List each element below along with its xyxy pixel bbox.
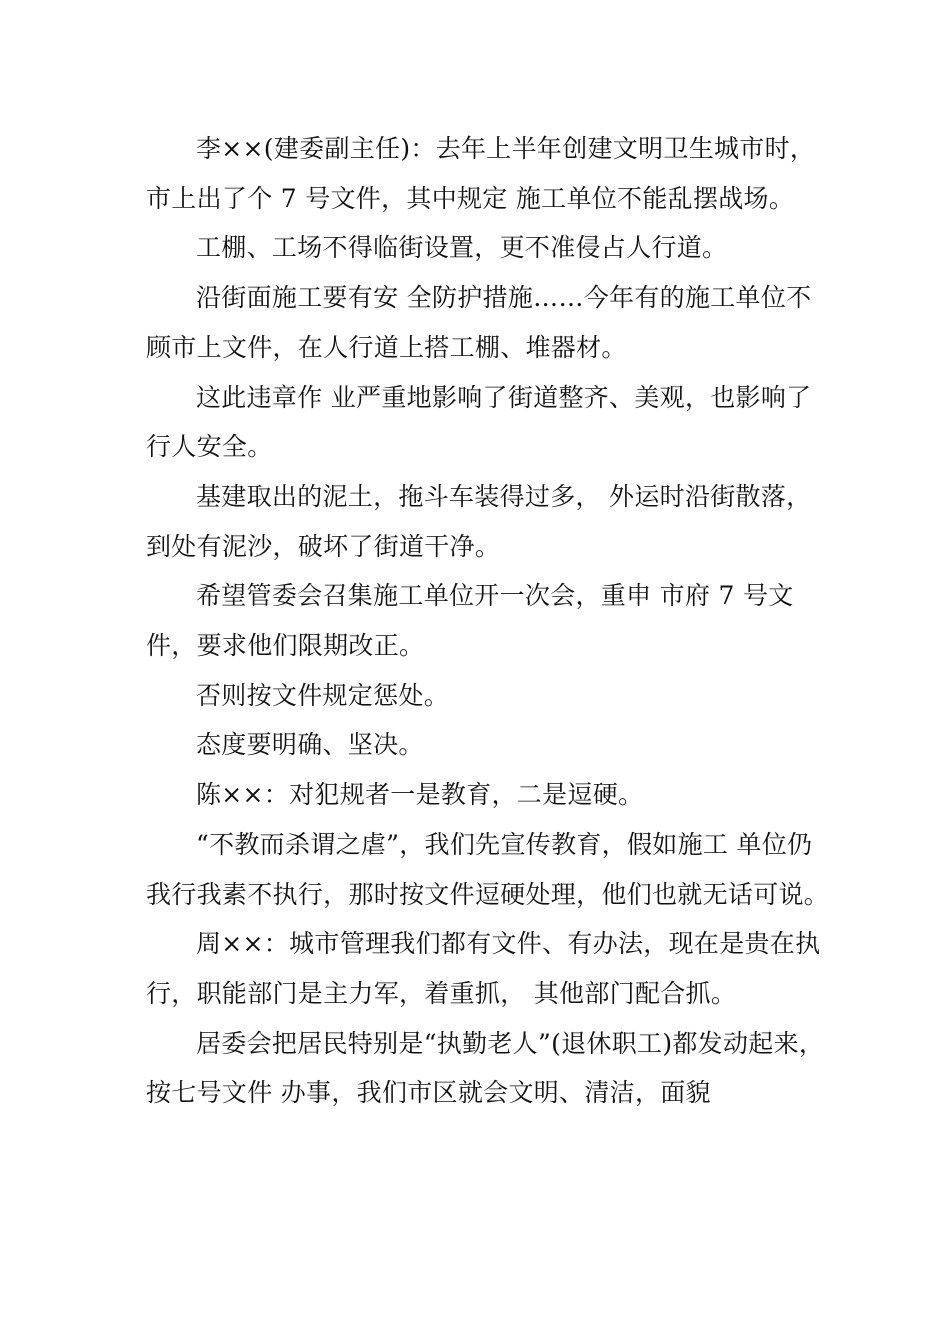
paragraph: 陈××：对犯规者一是教育，二是逗硬。 <box>196 780 644 810</box>
paragraph: 居委会把居民特别是“执勤老人”(退休职工)都发动起来，按七号文件 办事，我们市区就会文明、清洁，面貌 <box>146 1028 825 1108</box>
paragraph: 希望管委会召集施工单位开一次会，重申 市府 7 号文件，要求他们限期改正。 <box>146 581 794 661</box>
paragraph: 周××：城市管理我们都有文件、有办法，现在是贵在执行，职能部门是主力军，着重抓， 其他部门配合抓。 <box>146 929 821 1008</box>
paragraph: 否则按文件规定惩处。 <box>196 680 450 710</box>
paragraph: 基建取出的泥土，拖斗车装得过多， 外运时沿街散落，到处有泥沙，破坏了街道干净。 <box>146 481 812 561</box>
paragraph: 态度要明确、坚决。 <box>196 730 424 760</box>
paragraph: 沿街面施工要有安 全防护措施……今年有的施工单位不顾市上文件，在人行道上搭工棚、堆器材。 <box>146 283 812 362</box>
paragraph: 李××(建委副主任)：去年上半年创建文明卫生城市时，市上出了个 7 号文件，其中规定 施工单位不能乱摆战场。 <box>146 134 816 213</box>
paragraph: 这此违章作 业严重地影响了街道整齐、美观，也影响了行人安全。 <box>146 382 812 462</box>
paragraph: “不教而杀谓之虐”，我们先宣传教育，假如施工 单位仍我行我素不执行，那时按文件逗硬处理，他们也就无话可说。 <box>146 829 830 909</box>
paragraph: 工棚、工场不得临街设置，更不准侵占人行道。 <box>196 233 728 263</box>
document-body <box>146 124 836 1118</box>
